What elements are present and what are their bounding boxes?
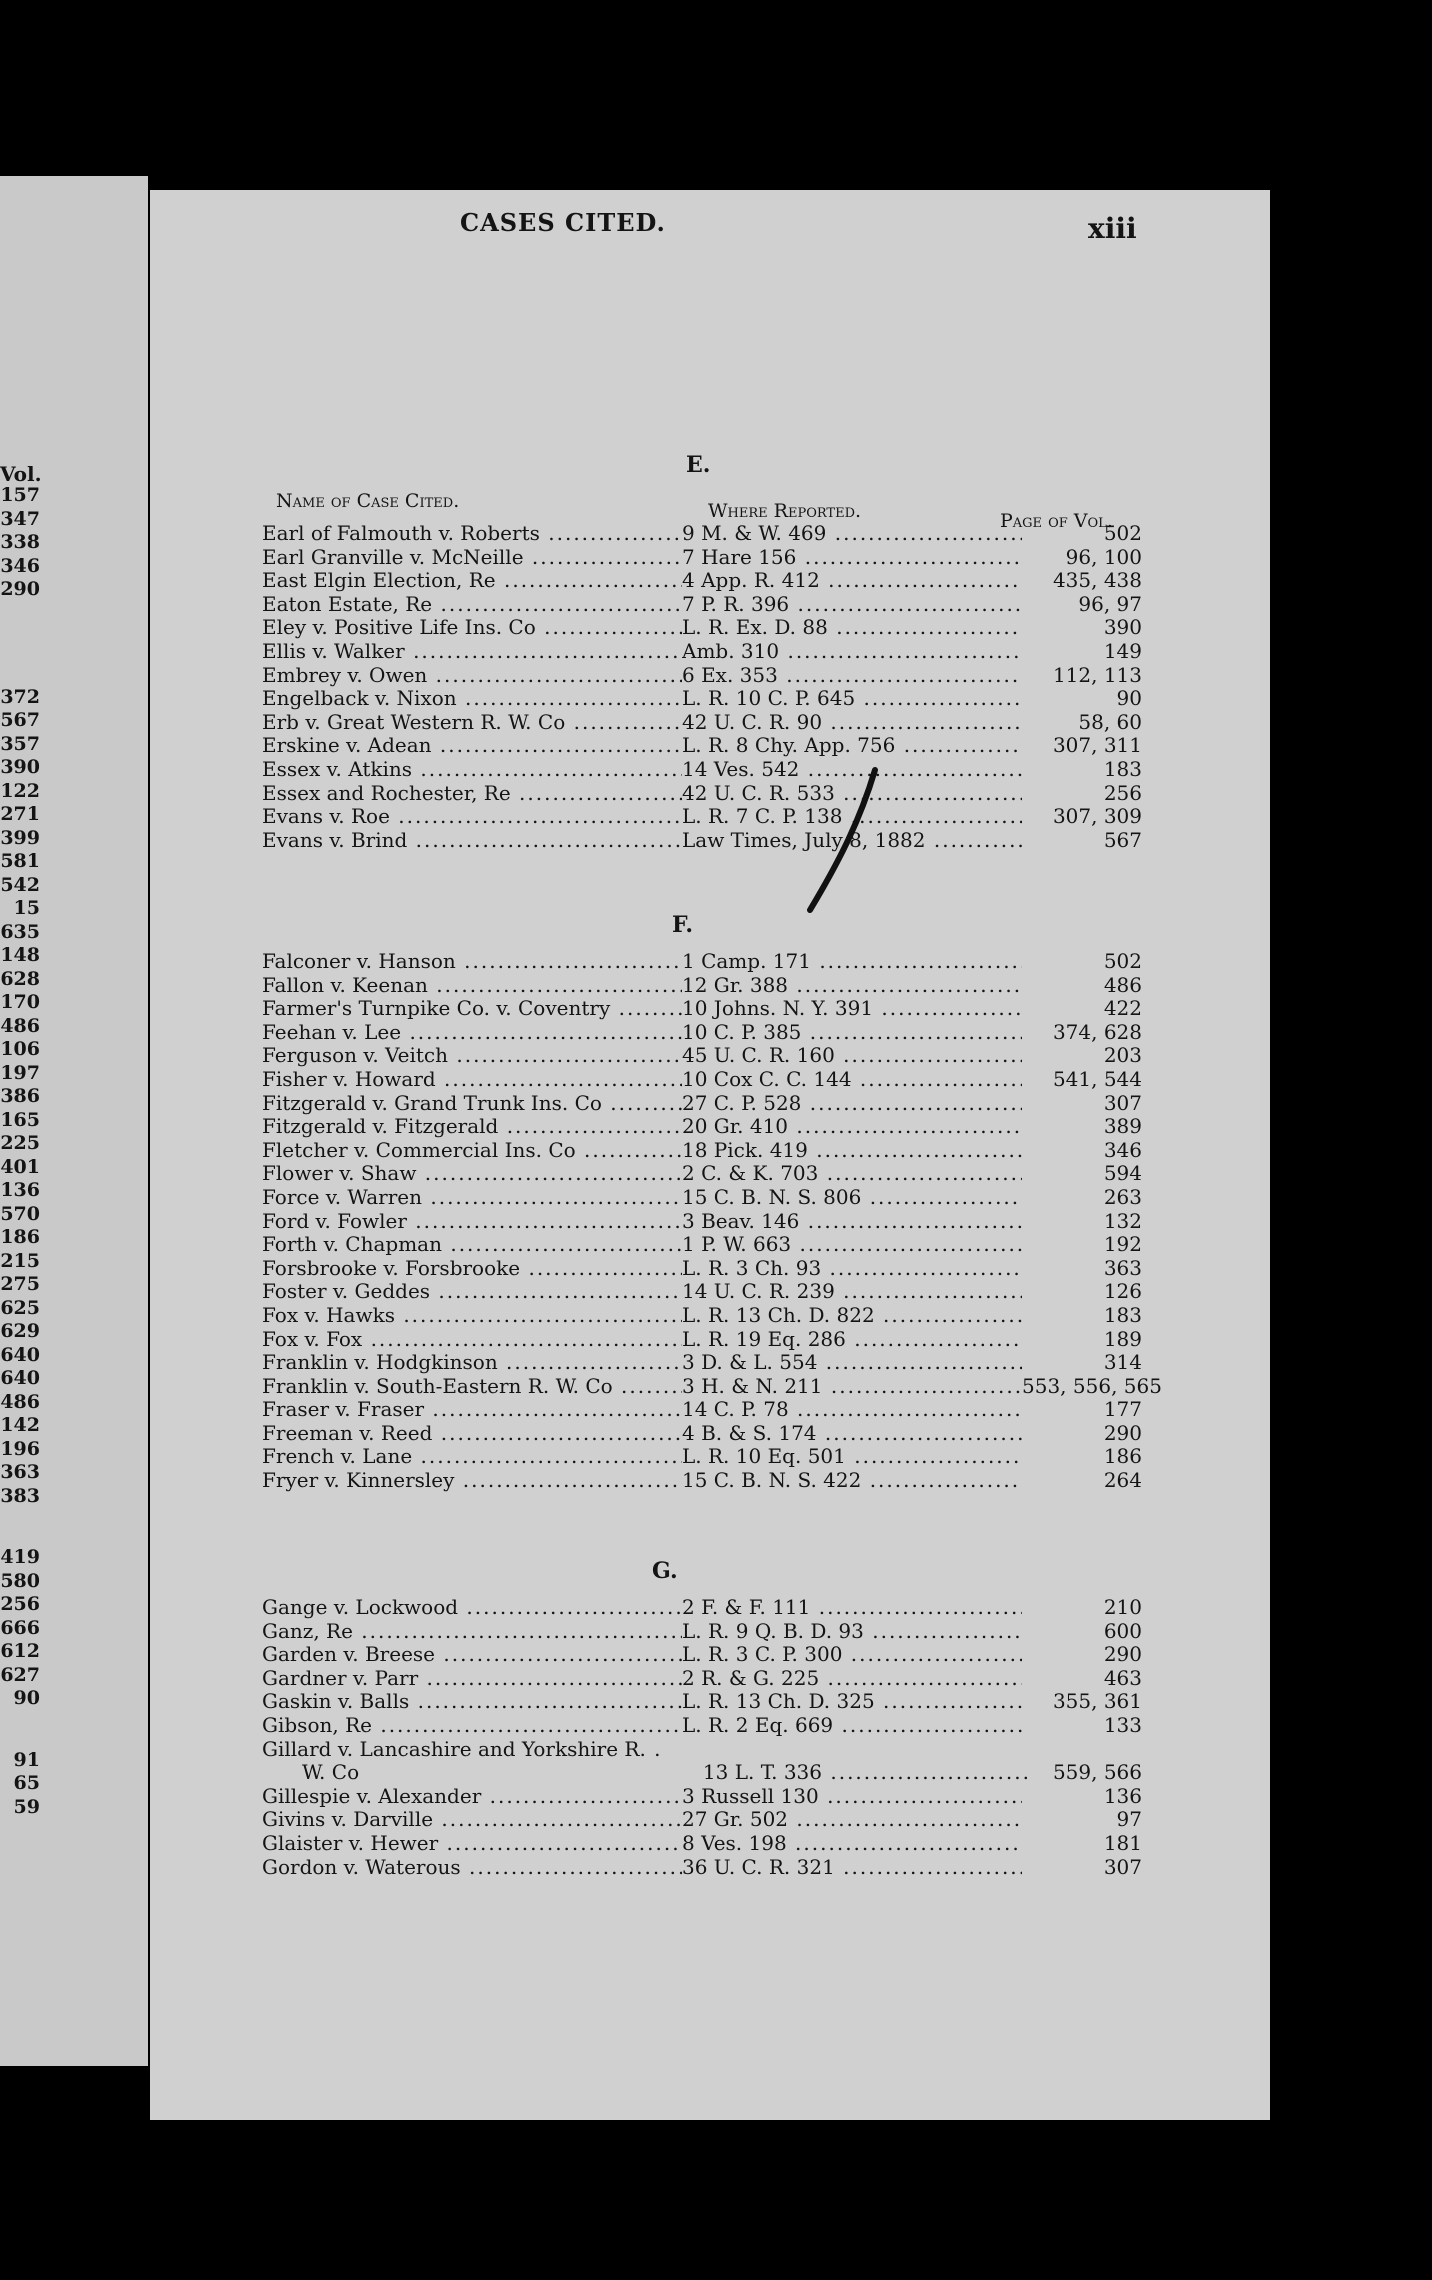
page-of-vol: 389 (1103, 1114, 1142, 1139)
left-vol-number: 106 (0, 1038, 40, 1060)
left-vol-number: 275 (0, 1273, 40, 1295)
where-reported: L. R. 10 C. P. 645 ..... (682, 687, 1022, 711)
case-name: Embrey v. Owen ..... (262, 664, 682, 688)
case-name: Essex and Rochester, Re ..... (262, 782, 682, 806)
left-vol-number: 486 (0, 1390, 40, 1413)
case-entry (262, 950, 1142, 974)
case-name: Fitzgerald v. Fitzgerald ..... (262, 1115, 682, 1139)
where-reported: 10 Johns. N. Y. 391 ..... (682, 997, 1022, 1021)
left-vol-number: 372 (0, 685, 40, 708)
page-of-vol: 203 (1103, 1043, 1142, 1068)
case-entry (262, 734, 1142, 758)
where-reported: 3 D. & L. 554 ..... (682, 1351, 1022, 1375)
case-entry (262, 1233, 1142, 1257)
where-reported: 42 U. C. R. 90 ..... (682, 711, 1022, 735)
page-of-vol: 346 (1103, 1137, 1142, 1162)
column-head-page: Page of Vol. (1000, 510, 1113, 532)
case-name: Gaskin v. Balls ..... (262, 1690, 682, 1714)
where-reported: Law Times, July 8, 1882 ..... (682, 829, 1022, 853)
left-vol-number: 399 (0, 826, 40, 849)
left-vol-number: 122 (0, 779, 40, 802)
case-entry (262, 1856, 1142, 1880)
where-reported: Amb. 310 ..... (682, 640, 1022, 664)
case-entry (262, 687, 1142, 711)
case-entry (262, 1785, 1142, 1809)
page-of-vol: 183 (1103, 756, 1142, 781)
case-name: Forth v. Chapman ..... (262, 1233, 682, 1257)
left-vol-number: 581 (0, 850, 40, 872)
page-number: xiii (1088, 212, 1137, 245)
left-vol-number: 271 (0, 803, 40, 825)
page-of-vol: 136 (1103, 1783, 1142, 1808)
left-vol-number: 65 (13, 1772, 40, 1794)
left-vol-number: 390 (0, 756, 40, 778)
page-of-vol: 486 (1103, 972, 1142, 997)
where-reported: 27 Gr. 502 ..... (682, 1808, 1022, 1832)
left-vol-number: 625 (0, 1296, 40, 1319)
case-name: Freeman v. Reed ..... (262, 1422, 682, 1446)
case-name: Eley v. Positive Life Ins. Co ..... (262, 616, 682, 640)
left-vol-header: Vol. (0, 462, 42, 486)
page-of-vol: 133 (1103, 1712, 1142, 1737)
case-name: Eaton Estate, Re ..... (262, 593, 682, 617)
page-of-vol: 126 (1103, 1279, 1142, 1304)
case-name: Gibson, Re ..... (262, 1714, 682, 1738)
case-entry (262, 1596, 1142, 1620)
page-of-vol: 502 (1103, 521, 1142, 545)
case-name: Fox v. Fox ..... (262, 1328, 682, 1352)
case-name: Feehan v. Lee ..... (262, 1021, 682, 1045)
case-name: Fitzgerald v. Grand Trunk Ins. Co ..... (262, 1092, 682, 1116)
case-entry (262, 616, 1142, 640)
left-vol-number: 15 (13, 897, 40, 919)
case-name: Gillespie v. Alexander ..... (262, 1785, 682, 1809)
case-entry (262, 640, 1142, 664)
where-reported: 13 L. T. 336 ..... (703, 1761, 1028, 1785)
left-vol-number: 635 (0, 920, 40, 943)
page-of-vol: 177 (1103, 1397, 1142, 1422)
case-name: Fisher v. Howard ..... (262, 1068, 682, 1092)
left-vol-number: 570 (0, 1202, 40, 1225)
running-title: CASES CITED. (460, 208, 666, 237)
case-entry (262, 1620, 1142, 1644)
left-vol-number: 338 (0, 531, 40, 553)
where-reported: 2 R. & G. 225 ..... (682, 1667, 1022, 1691)
case-name: Flower v. Shaw ..... (262, 1162, 682, 1186)
left-page-fragment (0, 176, 148, 2066)
left-vol-number: 225 (0, 1132, 40, 1154)
where-reported: 14 Ves. 542 ..... (682, 758, 1022, 782)
case-entry (262, 1162, 1142, 1186)
left-vol-number: 640 (0, 1343, 40, 1366)
section-letter-e: E. (686, 452, 711, 478)
left-vol-number: 256 (0, 1593, 40, 1615)
pen-mark (780, 760, 900, 920)
case-entry (262, 1643, 1142, 1667)
case-name: Evans v. Roe ..... (262, 805, 682, 829)
page-of-vol: 307 (1103, 1854, 1142, 1879)
page-of-vol: 186 (1103, 1444, 1142, 1469)
page-of-vol: 181 (1103, 1830, 1142, 1855)
page-of-vol: 97 (1116, 1807, 1142, 1832)
case-name: Ferguson v. Veitch ..... (262, 1044, 682, 1068)
case-entry (262, 1210, 1142, 1234)
left-vol-number: 386 (0, 1085, 40, 1107)
case-entry (262, 1469, 1142, 1493)
case-name: Earl of Falmouth v. Roberts ..... (262, 522, 682, 546)
case-name: Gardner v. Parr ..... (262, 1667, 682, 1691)
case-entry (262, 1280, 1142, 1304)
left-vol-number: 186 (0, 1226, 40, 1248)
case-entry (262, 593, 1142, 617)
where-reported: L. R. 13 Ch. D. 822 ..... (682, 1304, 1022, 1328)
left-vol-number: 580 (0, 1569, 40, 1592)
where-reported: 7 P. R. 396 ..... (682, 593, 1022, 617)
where-reported: 12 Gr. 388 ..... (682, 974, 1022, 998)
case-name: Fraser v. Fraser ..... (262, 1398, 682, 1422)
where-reported: L. R. 7 C. P. 138 ..... (682, 805, 1022, 829)
where-reported: L. R. 3 C. P. 300 ..... (682, 1643, 1022, 1667)
case-name: Gillard v. Lancashire and Yorkshire R. ..... (262, 1738, 663, 1762)
where-reported: 15 C. B. N. S. 422 ..... (682, 1469, 1022, 1493)
where-reported: 45 U. C. R. 160 ..... (682, 1044, 1022, 1068)
page-of-vol: 594 (1103, 1161, 1142, 1186)
case-entry (262, 569, 1142, 593)
where-reported: 2 C. & K. 703 ..... (682, 1162, 1022, 1186)
case-entry (262, 1304, 1142, 1328)
where-reported: 18 Pick. 419 ..... (682, 1139, 1022, 1163)
where-reported: L. R. 9 Q. B. D. 93 ..... (682, 1620, 1022, 1644)
page-of-vol: 541, 544 (1052, 1066, 1142, 1091)
case-name: Fox v. Hawks ..... (262, 1304, 682, 1328)
left-vol-number: 640 (0, 1367, 40, 1389)
section-letter-f: F. (672, 912, 694, 938)
page-of-vol: 192 (1103, 1232, 1142, 1257)
page-of-vol: 463 (1103, 1665, 1142, 1690)
left-vol-number: 357 (0, 732, 40, 755)
case-name: Ganz, Re ..... (262, 1620, 682, 1644)
case-entry (262, 829, 1142, 853)
page-of-vol: 600 (1103, 1618, 1142, 1643)
case-entry (262, 1257, 1142, 1281)
left-vol-number: 91 (13, 1748, 40, 1771)
where-reported: 20 Gr. 410 ..... (682, 1115, 1022, 1139)
left-vol-number: 59 (13, 1795, 40, 1818)
left-group-1 (0, 484, 40, 602)
section-f-entries (262, 949, 1162, 1493)
where-reported: 27 C. P. 528 ..... (682, 1092, 1022, 1116)
case-name: Glaister v. Hewer ..... (262, 1832, 682, 1856)
case-entry (262, 1398, 1142, 1422)
case-entry (262, 1714, 1142, 1738)
where-reported: 9 M. & W. 469 ..... (682, 522, 1022, 546)
case-entry (262, 1021, 1142, 1045)
left-vol-number: 148 (0, 944, 40, 966)
left-vol-number: 401 (0, 1155, 40, 1178)
page-of-vol: 290 (1103, 1642, 1142, 1667)
case-name: Essex v. Atkins ..... (262, 758, 682, 782)
page-of-vol: 183 (1103, 1302, 1142, 1327)
column-head-name: Name of Case Cited. (276, 490, 460, 512)
column-head-where: Where Reported. (708, 500, 862, 522)
case-name: Erb v. Great Western R. W. Co ..... (262, 711, 682, 735)
section-e-entries (262, 522, 1142, 852)
case-entry (262, 997, 1142, 1021)
left-vol-number: 136 (0, 1179, 40, 1201)
where-reported: 4 App. R. 412 ..... (682, 569, 1022, 593)
case-name: Falconer v. Hanson ..... (262, 950, 682, 974)
page-of-vol: 355, 361 (1052, 1689, 1142, 1714)
left-vol-number: 346 (0, 554, 40, 577)
case-entry (262, 1422, 1142, 1446)
page-of-vol: 189 (1103, 1326, 1142, 1351)
where-reported: 7 Hare 156 ..... (682, 546, 1022, 570)
left-vol-number: 90 (13, 1687, 40, 1709)
page-of-vol: 132 (1103, 1208, 1142, 1233)
left-vol-number: 666 (0, 1616, 40, 1639)
case-entry (262, 1667, 1142, 1691)
page-of-vol: 567 (1103, 827, 1142, 852)
where-reported: 2 F. & F. 111 ..... (682, 1596, 1022, 1620)
where-reported: L. R. Ex. D. 88 ..... (682, 616, 1022, 640)
left-vol-number: 196 (0, 1437, 40, 1460)
left-vol-number: 419 (0, 1546, 40, 1568)
case-entry (262, 1328, 1142, 1352)
page-of-vol: 58, 60 (1078, 709, 1142, 734)
page-of-vol: 307 (1103, 1090, 1142, 1115)
case-entry (262, 1761, 1142, 1785)
case-name: Earl Granville v. McNeille ..... (262, 546, 682, 570)
left-vol-number: 142 (0, 1414, 40, 1436)
left-vol-number: 157 (0, 484, 40, 506)
left-group-3 (0, 1546, 40, 1711)
where-reported: 4 B. & S. 174 ..... (682, 1422, 1022, 1446)
page-of-vol: 90 (1116, 686, 1142, 711)
page-of-vol: 559, 566 (1052, 1760, 1142, 1785)
case-entry (262, 1832, 1142, 1856)
case-entry (262, 782, 1142, 806)
left-group-4 (0, 1749, 40, 1820)
where-reported: 10 Cox C. C. 144 ..... (682, 1068, 1022, 1092)
case-entry (262, 1808, 1142, 1832)
where-reported: 1 P. W. 663 ..... (682, 1233, 1022, 1257)
page-of-vol: 307, 309 (1052, 804, 1142, 829)
page-of-vol: 96, 100 (1065, 544, 1142, 569)
page-of-vol: 553, 556, 565 (1022, 1373, 1162, 1398)
where-reported: L. R. 19 Eq. 286 ..... (682, 1328, 1022, 1352)
where-reported: 8 Ves. 198 ..... (682, 1832, 1022, 1856)
case-name: W. Co (302, 1761, 360, 1785)
where-reported: 1 Camp. 171 ..... (682, 950, 1022, 974)
page-header (460, 208, 1060, 237)
left-vol-number: 486 (0, 1014, 40, 1037)
case-entry (262, 1373, 1162, 1399)
page-of-vol: 112, 113 (1052, 662, 1142, 687)
case-name: Forsbrooke v. Forsbrooke ..... (262, 1257, 682, 1281)
case-name: Gange v. Lockwood ..... (262, 1596, 682, 1620)
where-reported: 3 Beav. 146 ..... (682, 1210, 1022, 1234)
left-vol-number: 567 (0, 709, 40, 731)
page-of-vol: 264 (1103, 1468, 1142, 1493)
case-entry (262, 805, 1142, 829)
left-vol-number: 612 (0, 1640, 40, 1662)
where-reported: L. R. 10 Eq. 501 ..... (682, 1445, 1022, 1469)
page-of-vol: 290 (1103, 1420, 1142, 1445)
left-vol-number: 383 (0, 1484, 40, 1507)
case-entry (262, 1186, 1142, 1210)
left-vol-number: 197 (0, 1061, 40, 1084)
case-entry (262, 1068, 1142, 1092)
case-name: Garden v. Breese ..... (262, 1643, 682, 1667)
page-of-vol: 374, 628 (1052, 1019, 1142, 1044)
case-name: Erskine v. Adean ..... (262, 734, 682, 758)
where-reported: 15 C. B. N. S. 806 ..... (682, 1186, 1022, 1210)
left-vol-number: 628 (0, 967, 40, 990)
section-g-entries (262, 1596, 1142, 1879)
page-of-vol: 149 (1103, 638, 1142, 663)
case-name: Ellis v. Walker ..... (262, 640, 682, 664)
case-entry (262, 1044, 1142, 1068)
case-entry (262, 546, 1142, 570)
case-entry (262, 974, 1142, 998)
section-letter-g: G. (652, 1558, 678, 1584)
where-reported: 36 U. C. R. 321 ..... (682, 1856, 1022, 1880)
where-reported: 14 U. C. R. 239 ..... (682, 1280, 1022, 1304)
case-name: Force v. Warren ..... (262, 1186, 682, 1210)
left-vol-number: 347 (0, 507, 40, 530)
page-of-vol: 422 (1103, 996, 1142, 1021)
page-of-vol: 502 (1103, 949, 1142, 973)
where-reported: 42 U. C. R. 533 ..... (682, 782, 1022, 806)
case-entry (262, 758, 1142, 782)
left-vol-column (0, 484, 40, 1819)
where-reported: 6 Ex. 353 ..... (682, 664, 1022, 688)
page-of-vol: 314 (1103, 1350, 1142, 1375)
where-reported: 14 C. P. 78 ..... (682, 1398, 1022, 1422)
case-name: Gordon v. Waterous ..... (262, 1856, 682, 1880)
left-vol-number: 627 (0, 1663, 40, 1686)
where-reported: L. R. 13 Ch. D. 325 ..... (682, 1690, 1022, 1714)
case-name: Engelback v. Nixon ..... (262, 687, 682, 711)
case-name: Givins v. Darville ..... (262, 1808, 682, 1832)
left-vol-number: 215 (0, 1249, 40, 1272)
case-entry (262, 1139, 1142, 1163)
case-entry (262, 1445, 1142, 1469)
left-vol-number: 363 (0, 1461, 40, 1483)
where-reported: 3 H. & N. 211 ..... (682, 1375, 1022, 1399)
page-of-vol: 210 (1103, 1595, 1142, 1619)
case-entry (262, 522, 1142, 546)
case-name: Evans v. Brind ..... (262, 829, 682, 853)
case-entry (262, 1738, 1142, 1762)
case-entry (262, 711, 1142, 735)
page-of-vol: 363 (1103, 1255, 1142, 1280)
page-of-vol: 390 (1103, 615, 1142, 640)
page-of-vol: 307, 311 (1052, 733, 1142, 758)
case-entry (262, 1115, 1142, 1139)
where-reported: L. R. 2 Eq. 669 ..... (682, 1714, 1022, 1738)
left-vol-number: 165 (0, 1108, 40, 1131)
case-name: Farmer's Turnpike Co. v. Coventry ..... (262, 997, 682, 1021)
case-name: Fletcher v. Commercial Ins. Co ..... (262, 1139, 682, 1163)
where-reported: 3 Russell 130 ..... (682, 1785, 1022, 1809)
left-vol-number: 290 (0, 578, 40, 600)
case-name: French v. Lane ..... (262, 1445, 682, 1469)
case-name: East Elgin Election, Re ..... (262, 569, 682, 593)
case-name: Fallon v. Keenan ..... (262, 974, 682, 998)
page-of-vol: 435, 438 (1052, 568, 1142, 593)
left-group-2 (0, 686, 40, 1509)
page-of-vol: 263 (1103, 1184, 1142, 1209)
where-reported: L. R. 3 Ch. 93 ..... (682, 1257, 1022, 1281)
left-vol-number: 542 (0, 873, 40, 896)
case-name: Franklin v. South-Eastern R. W. Co ..... (262, 1375, 682, 1399)
case-entry (262, 664, 1142, 688)
where-reported: L. R. 8 Chy. App. 756 ..... (682, 734, 1022, 758)
case-name: Fryer v. Kinnersley ..... (262, 1469, 682, 1493)
left-vol-number: 170 (0, 991, 40, 1013)
case-entry (262, 1690, 1142, 1714)
case-name: Foster v. Geddes ..... (262, 1280, 682, 1304)
left-vol-number: 629 (0, 1320, 40, 1342)
case-entry (262, 1351, 1142, 1375)
where-reported: 10 C. P. 385 ..... (682, 1021, 1022, 1045)
page-of-vol: 96, 97 (1078, 591, 1142, 616)
case-name: Ford v. Fowler ..... (262, 1210, 682, 1234)
page-of-vol: 256 (1103, 780, 1142, 805)
case-entry (262, 1092, 1142, 1116)
case-name: Franklin v. Hodgkinson ..... (262, 1351, 682, 1375)
